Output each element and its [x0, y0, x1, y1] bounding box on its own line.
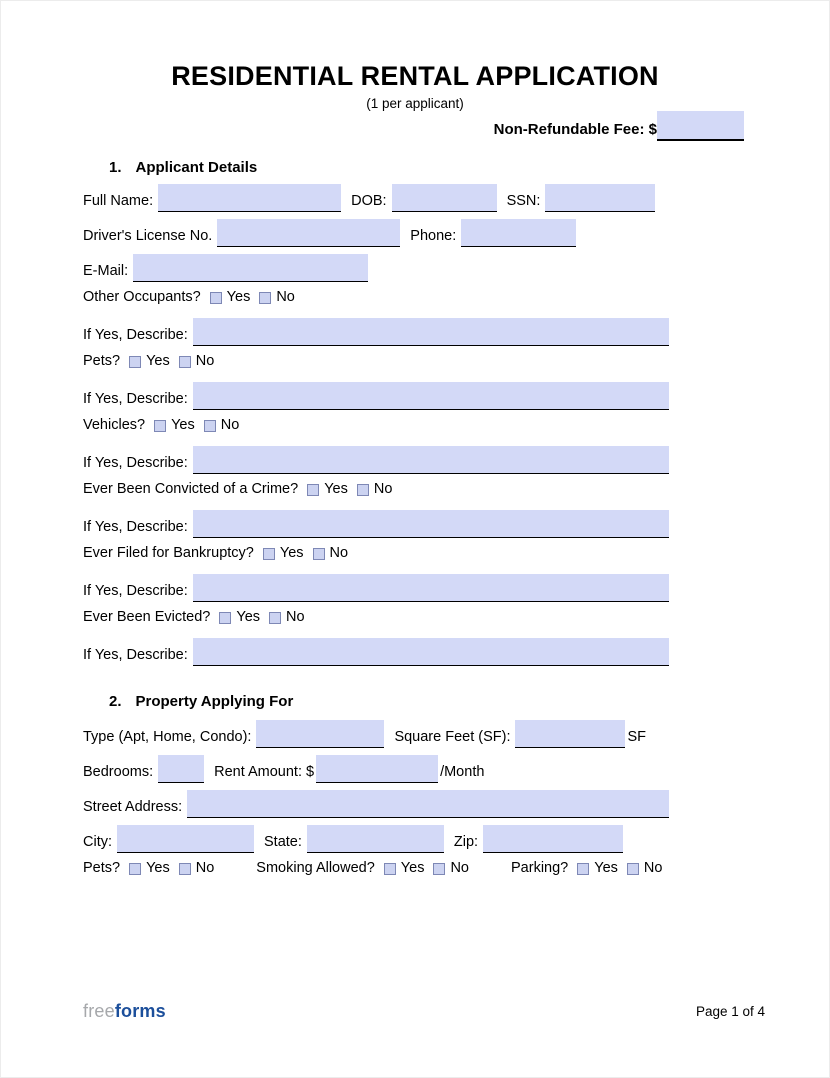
- logo-free-text: free: [83, 1001, 115, 1021]
- other-occupants-label: Other Occupants?: [83, 289, 201, 305]
- bedrooms-field[interactable]: [158, 755, 204, 783]
- describe-label: If Yes, Describe:: [83, 455, 188, 471]
- no-label: No: [195, 860, 215, 876]
- checkbox-yes[interactable]: [154, 420, 166, 432]
- describe-field[interactable]: [193, 638, 669, 666]
- street-address-row: [83, 790, 669, 818]
- vehicles-question: [83, 417, 669, 433]
- no-label: No: [220, 417, 240, 433]
- type-sqft-row: [83, 720, 669, 748]
- section-1-number: 1.: [109, 159, 122, 176]
- street-address-label: Street Address:: [83, 799, 183, 815]
- full-name-label: Full Name:: [83, 193, 154, 209]
- describe-row: [83, 638, 669, 666]
- section-1-heading: [109, 159, 669, 176]
- no-label: No: [643, 860, 663, 876]
- smoking-label: Smoking Allowed?: [256, 860, 375, 876]
- bankruptcy-question: [83, 545, 669, 561]
- phone-label: Phone:: [410, 228, 457, 244]
- checkbox-no[interactable]: [259, 292, 271, 304]
- email-label: E-Mail:: [83, 263, 129, 279]
- section-1-title: Applicant Details: [135, 159, 258, 176]
- checkbox-yes[interactable]: [577, 863, 589, 875]
- ssn-field[interactable]: [545, 184, 655, 212]
- property-pets-label: Pets?: [83, 860, 121, 876]
- checkbox-yes[interactable]: [129, 863, 141, 875]
- convicted-question: [83, 481, 669, 497]
- yes-label: Yes: [594, 860, 618, 876]
- checkbox-no[interactable]: [357, 484, 369, 496]
- property-options-row: [83, 860, 669, 876]
- square-feet-label: Square Feet (SF):: [394, 729, 511, 745]
- yes-label: Yes: [146, 353, 170, 369]
- checkbox-no[interactable]: [433, 863, 445, 875]
- fee-label: Non-Refundable Fee: $: [493, 121, 657, 138]
- checkbox-yes[interactable]: [210, 292, 222, 304]
- bedrooms-rent-row: [83, 755, 669, 783]
- sf-suffix-label: SF: [627, 729, 647, 745]
- per-month-label: /Month: [440, 764, 485, 780]
- property-pets-question: [83, 860, 214, 876]
- checkbox-yes[interactable]: [263, 548, 275, 560]
- page-number: Page 1 of 4: [695, 1004, 765, 1019]
- evicted-question: [83, 609, 669, 625]
- checkbox-no[interactable]: [179, 863, 191, 875]
- describe-field[interactable]: [193, 510, 669, 538]
- no-label: No: [195, 353, 215, 369]
- rent-amount-field[interactable]: [316, 755, 438, 783]
- checkbox-yes[interactable]: [384, 863, 396, 875]
- section-2-title: Property Applying For: [135, 693, 294, 710]
- city-field[interactable]: [117, 825, 254, 853]
- type-label: Type (Apt, Home, Condo):: [83, 729, 252, 745]
- checkbox-no[interactable]: [269, 612, 281, 624]
- zip-label: Zip:: [453, 834, 479, 850]
- email-field[interactable]: [133, 254, 368, 282]
- square-feet-field[interactable]: [515, 720, 625, 748]
- describe-field[interactable]: [193, 382, 669, 410]
- describe-row: [83, 574, 669, 602]
- checkbox-yes[interactable]: [219, 612, 231, 624]
- pets-question: [83, 353, 669, 369]
- yes-label: Yes: [236, 609, 261, 625]
- zip-field[interactable]: [483, 825, 623, 853]
- dob-label: DOB:: [351, 193, 387, 209]
- no-label: No: [450, 860, 469, 876]
- section-2-number: 2.: [109, 693, 122, 710]
- describe-label: If Yes, Describe:: [83, 391, 188, 407]
- form-content: [83, 159, 669, 889]
- type-field[interactable]: [256, 720, 384, 748]
- describe-row: [83, 318, 669, 346]
- yes-label: Yes: [279, 545, 304, 561]
- license-phone-row: [83, 219, 669, 247]
- yes-label: Yes: [226, 289, 251, 305]
- page-footer: [83, 1001, 765, 1022]
- city-label: City:: [83, 834, 112, 850]
- bankruptcy-label: Ever Filed for Bankruptcy?: [83, 545, 254, 561]
- fee-row: [494, 111, 744, 141]
- logo-forms-text: forms: [114, 1001, 166, 1021]
- dob-field[interactable]: [392, 184, 497, 212]
- smoking-question: [256, 860, 469, 876]
- checkbox-no[interactable]: [313, 548, 325, 560]
- page-title: RESIDENTIAL RENTAL APPLICATION: [171, 61, 659, 91]
- parking-label: Parking?: [511, 860, 569, 876]
- yes-label: Yes: [400, 860, 425, 876]
- vehicles-label: Vehicles?: [83, 417, 146, 433]
- drivers-license-field[interactable]: [217, 219, 400, 247]
- pets-label: Pets?: [83, 353, 121, 369]
- describe-row: [83, 446, 669, 474]
- describe-field[interactable]: [193, 574, 669, 602]
- checkbox-yes[interactable]: [129, 356, 141, 368]
- no-label: No: [286, 609, 305, 625]
- describe-label: If Yes, Describe:: [83, 327, 188, 343]
- yes-label: Yes: [146, 860, 170, 876]
- full-name-field[interactable]: [158, 184, 341, 212]
- describe-label: If Yes, Describe:: [83, 519, 188, 535]
- name-dob-ssn-row: [83, 184, 669, 212]
- street-address-field[interactable]: [187, 790, 669, 818]
- describe-field[interactable]: [193, 446, 669, 474]
- section-2-heading: [109, 693, 669, 710]
- no-label: No: [276, 289, 295, 305]
- no-label: No: [329, 545, 349, 561]
- ssn-label: SSN:: [506, 193, 541, 209]
- phone-field[interactable]: [461, 219, 576, 247]
- describe-label: If Yes, Describe:: [83, 583, 188, 599]
- describe-row: [83, 510, 669, 538]
- state-field[interactable]: [307, 825, 444, 853]
- checkbox-no[interactable]: [627, 863, 639, 875]
- fee-field[interactable]: [657, 111, 744, 141]
- page-subtitle: (1 per applicant): [366, 96, 464, 111]
- describe-field[interactable]: [193, 318, 669, 346]
- city-state-zip-row: [83, 825, 669, 853]
- describe-label: If Yes, Describe:: [83, 647, 188, 663]
- email-row: [83, 254, 669, 282]
- no-label: No: [373, 481, 393, 497]
- yes-label: Yes: [324, 481, 348, 497]
- freeforms-logo: [83, 1001, 166, 1022]
- parking-question: [511, 860, 662, 876]
- other-occupants-question: [83, 289, 669, 305]
- evicted-label: Ever Been Evicted?: [83, 609, 211, 625]
- state-label: State:: [264, 834, 302, 850]
- bedrooms-label: Bedrooms:: [83, 764, 154, 780]
- drivers-license-label: Driver's License No.: [83, 228, 213, 244]
- rent-amount-label: Rent Amount: $: [214, 764, 315, 780]
- checkbox-no[interactable]: [204, 420, 216, 432]
- checkbox-yes[interactable]: [307, 484, 319, 496]
- convicted-label: Ever Been Convicted of a Crime?: [83, 481, 299, 497]
- yes-label: Yes: [171, 417, 195, 433]
- describe-row: [83, 382, 669, 410]
- checkbox-no[interactable]: [179, 356, 191, 368]
